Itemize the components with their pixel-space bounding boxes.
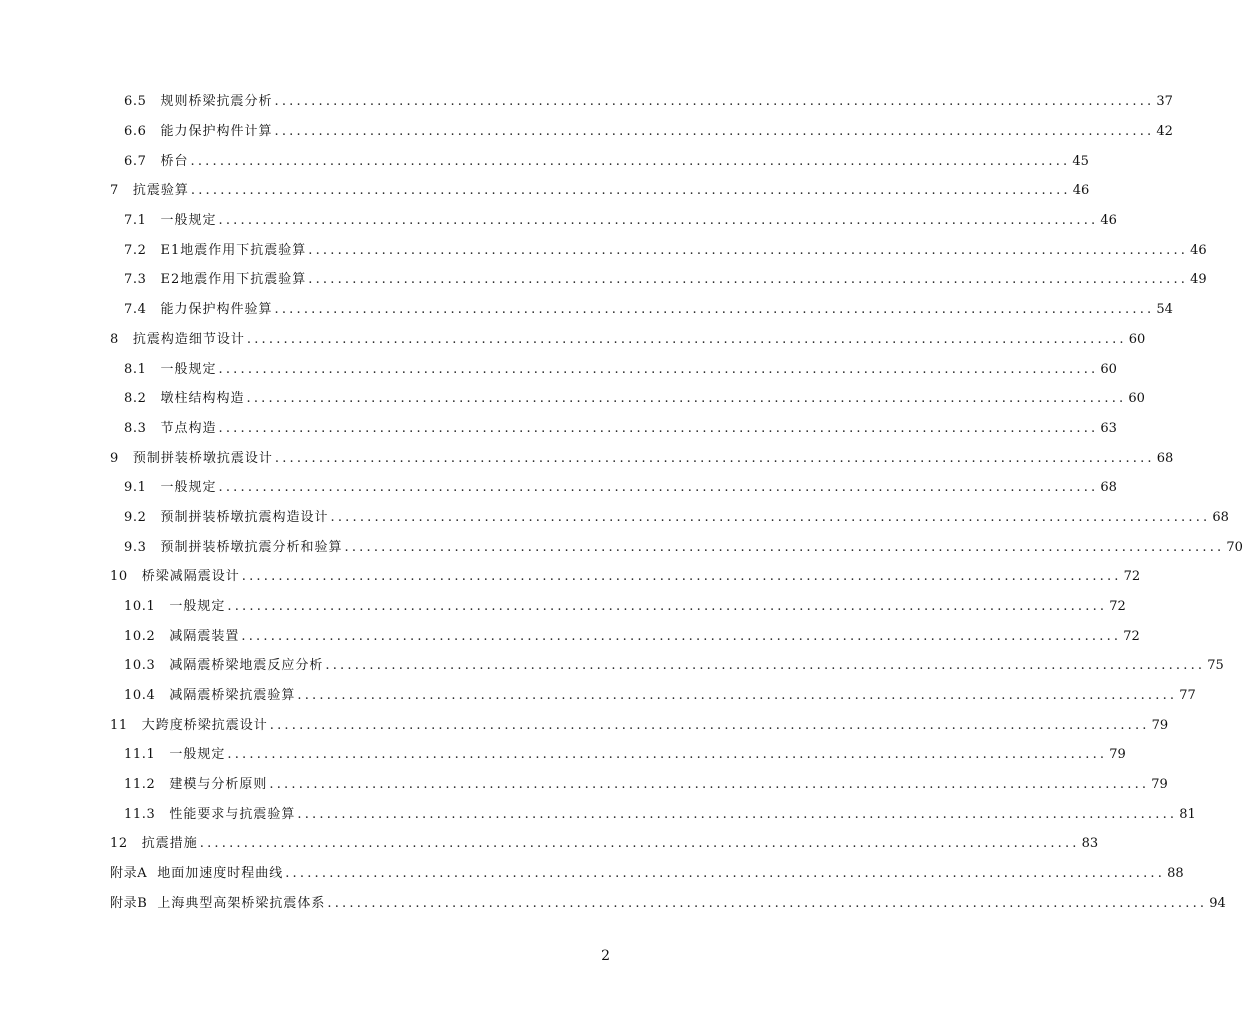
toc-entry-title: 能力保护构件计算 <box>160 124 273 139</box>
toc-entry-number: 8 <box>110 332 119 347</box>
toc-dot-leader: ........................................................................................................................ <box>330 510 1211 525</box>
toc-entry[interactable] <box>124 118 1173 140</box>
toc-entry-title: 抗震验算 <box>132 183 189 198</box>
toc-dot-leader: ........................................................................................................................ <box>297 688 1178 703</box>
toc-entry-title: 一般规定 <box>160 362 217 377</box>
toc-dot-leader: ........................................................................................................................ <box>241 569 1122 584</box>
toc-entry-page: 75 <box>1207 658 1224 673</box>
toc-entry-number: 7.4 <box>124 302 147 317</box>
toc-entry-number: 9.1 <box>124 480 147 495</box>
toc-entry-title: 预制拼装桥墩抗震构造设计 <box>160 510 329 525</box>
toc-entry-title: 减隔震装置 <box>169 629 240 644</box>
toc-entry[interactable] <box>124 771 1168 793</box>
toc-dot-leader: ........................................................................................................................ <box>246 391 1127 406</box>
toc-dot-leader: ........................................................................................................................ <box>269 718 1150 733</box>
toc-entry[interactable] <box>124 593 1126 615</box>
toc-entry[interactable] <box>124 385 1145 407</box>
toc-entry[interactable] <box>124 534 1243 556</box>
toc-entry[interactable] <box>110 712 1169 734</box>
toc-entry[interactable] <box>110 563 1141 585</box>
toc-entry-number: 7 <box>110 183 119 198</box>
toc-entry[interactable] <box>110 445 1174 467</box>
toc-entry[interactable] <box>124 801 1196 823</box>
toc-entry[interactable] <box>124 296 1173 318</box>
toc-entry-title: 上海典型高架桥梁抗震体系 <box>157 896 326 911</box>
toc-entry[interactable] <box>110 830 1099 852</box>
toc-dot-leader: ........................................................................................................................ <box>190 154 1071 169</box>
toc-entry-title: 墩柱结构构造 <box>160 391 245 406</box>
toc-entry-page: 54 <box>1156 302 1173 317</box>
toc-entry[interactable] <box>124 415 1117 437</box>
toc-entry[interactable] <box>124 356 1117 378</box>
toc-entry-title: E2地震作用下抗震验算 <box>160 272 307 287</box>
toc-entry-page: 45 <box>1072 154 1089 169</box>
toc-entry[interactable] <box>124 237 1207 259</box>
toc-entry-number: 8.3 <box>124 421 147 436</box>
toc-entry-page: 79 <box>1109 747 1126 762</box>
toc-entry[interactable] <box>110 860 1184 882</box>
toc-entry-title: 预制拼装桥墩抗震分析和验算 <box>160 540 343 555</box>
page-number: 2 <box>601 948 610 964</box>
toc-entry-number: 11.3 <box>124 807 156 822</box>
toc-dot-leader: ........................................................................................................................ <box>308 243 1189 258</box>
toc-entry-title: 一般规定 <box>169 747 226 762</box>
toc-dot-leader: ........................................................................................................................ <box>274 94 1155 109</box>
toc-entry-number: 10.1 <box>124 599 156 614</box>
toc-entry-number: 11.2 <box>124 777 156 792</box>
toc-entry-title: 减隔震桥梁地震反应分析 <box>169 658 324 673</box>
toc-entry-page: 46 <box>1100 213 1117 228</box>
toc-entry[interactable] <box>124 504 1229 526</box>
toc-dot-leader: ........................................................................................................................ <box>269 777 1150 792</box>
toc-entry-number: 10 <box>110 569 128 584</box>
toc-entry-page: 72 <box>1123 629 1140 644</box>
toc-entry-page: 79 <box>1151 777 1168 792</box>
toc-entry[interactable] <box>124 207 1117 229</box>
toc-entry[interactable] <box>124 474 1117 496</box>
toc-entry-page: 94 <box>1209 896 1226 911</box>
toc-entry-page: 46 <box>1072 183 1090 198</box>
toc-entry-page: 68 <box>1156 451 1174 466</box>
toc-entry-page: 72 <box>1109 599 1126 614</box>
toc-entry-number: 12 <box>110 836 128 851</box>
toc-entry-number: 附录B <box>110 896 148 911</box>
toc-entry-page: 37 <box>1156 94 1173 109</box>
toc-dot-leader: ........................................................................................................................ <box>274 451 1155 466</box>
toc-entry[interactable] <box>124 88 1173 110</box>
toc-entry-number: 11 <box>110 718 128 733</box>
toc-entry-page: 72 <box>1123 569 1141 584</box>
toc-dot-leader: ........................................................................................................................ <box>218 480 1099 495</box>
toc-entry-title: 一般规定 <box>160 480 217 495</box>
toc-entry-title: 一般规定 <box>160 213 217 228</box>
toc-dot-leader: ........................................................................................................................ <box>285 866 1166 881</box>
toc-entry[interactable] <box>110 177 1090 199</box>
toc-entry-number: 8.2 <box>124 391 147 406</box>
toc-dot-leader: ........................................................................................................................ <box>218 213 1099 228</box>
toc-entry-title: 预制拼装桥墩抗震设计 <box>132 451 273 466</box>
toc-entry-number: 10.2 <box>124 629 156 644</box>
toc-dot-leader: ........................................................................................................................ <box>241 629 1122 644</box>
toc-entry-page: 77 <box>1179 688 1196 703</box>
toc-entry-page: 83 <box>1081 836 1099 851</box>
toc-dot-leader: ........................................................................................................................ <box>327 896 1208 911</box>
toc-entry-number: 附录A <box>110 866 148 881</box>
toc-entry-title: 节点构造 <box>160 421 217 436</box>
toc-entry[interactable] <box>124 148 1089 170</box>
toc-entry-title: 地面加速度时程曲线 <box>157 866 284 881</box>
toc-entry-number: 10.4 <box>124 688 156 703</box>
toc-entry-number: 9.3 <box>124 540 147 555</box>
toc-entry-title: 性能要求与抗震验算 <box>169 807 296 822</box>
toc-entry-number: 10.3 <box>124 658 156 673</box>
toc-dot-leader: ........................................................................................................................ <box>297 807 1178 822</box>
toc-dot-leader: ........................................................................................................................ <box>274 302 1155 317</box>
toc-entry-number: 9 <box>110 451 119 466</box>
toc-entry-page: 42 <box>1156 124 1173 139</box>
toc-entry-title: 减隔震桥梁抗震验算 <box>169 688 296 703</box>
toc-entry-title: E1地震作用下抗震验算 <box>160 243 307 258</box>
toc-entry-page: 49 <box>1190 272 1207 287</box>
toc-entry-page: 68 <box>1212 510 1229 525</box>
toc-dot-leader: ........................................................................................................................ <box>308 272 1189 287</box>
toc-entry-number: 6.7 <box>124 154 147 169</box>
toc-dot-leader: ........................................................................................................................ <box>246 332 1127 347</box>
toc-entry-title: 能力保护构件验算 <box>160 302 273 317</box>
toc-entry-page: 81 <box>1179 807 1196 822</box>
toc-entry-title: 抗震措施 <box>141 836 198 851</box>
toc-entry-number: 7.1 <box>124 213 147 228</box>
toc-dot-leader: ........................................................................................................................ <box>199 836 1080 851</box>
toc-entry-number: 6.5 <box>124 94 147 109</box>
toc-entry-page: 70 <box>1226 540 1243 555</box>
toc-entry-title: 抗震构造细节设计 <box>132 332 245 347</box>
toc-entry-title: 一般规定 <box>169 599 226 614</box>
toc-entry[interactable] <box>124 741 1126 763</box>
toc-dot-leader: ........................................................................................................................ <box>227 747 1108 762</box>
toc-entry-page: 46 <box>1190 243 1207 258</box>
toc-entry-title: 桥梁减隔震设计 <box>141 569 240 584</box>
toc-entry[interactable] <box>110 890 1226 912</box>
toc-entry-number: 8.1 <box>124 362 147 377</box>
toc-entry-number: 9.2 <box>124 510 147 525</box>
toc-dot-leader: ........................................................................................................................ <box>190 183 1071 198</box>
toc-entry-page: 88 <box>1167 866 1184 881</box>
toc-entry-page: 60 <box>1128 332 1146 347</box>
toc-entry-title: 大跨度桥梁抗震设计 <box>141 718 268 733</box>
toc-dot-leader: ........................................................................................................................ <box>218 362 1099 377</box>
toc-entry-title: 建模与分析原则 <box>169 777 268 792</box>
toc-entry-title: 桥台 <box>160 154 189 169</box>
toc-entry[interactable] <box>124 682 1196 704</box>
toc-entry-page: 68 <box>1100 480 1117 495</box>
toc-entry[interactable] <box>124 266 1207 288</box>
toc-entry[interactable] <box>124 652 1224 674</box>
toc-entry-number: 7.2 <box>124 243 147 258</box>
toc-entry-number: 6.6 <box>124 124 147 139</box>
toc-entry[interactable] <box>124 623 1140 645</box>
toc-entry-page: 79 <box>1151 718 1169 733</box>
toc-entry-page: 60 <box>1128 391 1145 406</box>
toc-entry-number: 7.3 <box>124 272 147 287</box>
toc-dot-leader: ........................................................................................................................ <box>218 421 1099 436</box>
toc-entry-page: 60 <box>1100 362 1117 377</box>
toc-entry-number: 11.1 <box>124 747 156 762</box>
toc-entry-title: 规则桥梁抗震分析 <box>160 94 273 109</box>
toc-entry-page: 63 <box>1100 421 1117 436</box>
toc-entry[interactable] <box>110 326 1146 348</box>
toc-dot-leader: ........................................................................................................................ <box>344 540 1225 555</box>
toc-dot-leader: ........................................................................................................................ <box>227 599 1108 614</box>
toc-dot-leader: ........................................................................................................................ <box>274 124 1155 139</box>
toc-dot-leader: ........................................................................................................................ <box>325 658 1206 673</box>
